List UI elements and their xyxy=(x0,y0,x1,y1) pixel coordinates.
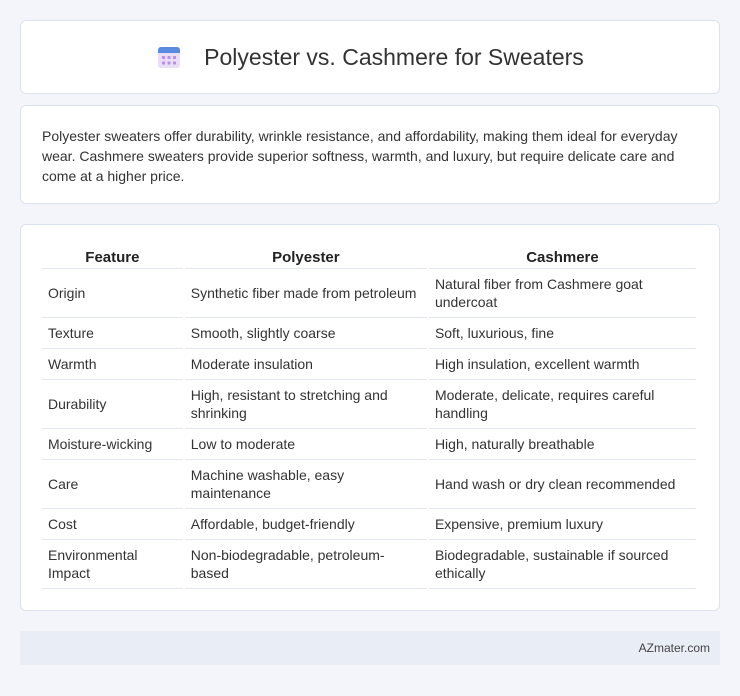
polyester-cell: Moderate insulation xyxy=(185,349,427,380)
comparison-table xyxy=(40,245,698,589)
cashmere-cell: High insulation, excellent warmth xyxy=(429,349,696,380)
calendar-icon xyxy=(156,44,182,70)
polyester-cell: High, resistant to stretching and shrinking xyxy=(185,380,427,429)
feature-cell: Texture xyxy=(42,318,183,349)
table-row xyxy=(42,318,696,349)
table-row xyxy=(42,349,696,380)
header-polyester: Polyester xyxy=(185,245,427,269)
comparison-card xyxy=(20,224,720,611)
polyester-cell: Synthetic fiber made from petroleum xyxy=(185,269,427,318)
feature-cell: Moisture-wicking xyxy=(42,429,183,460)
table-row xyxy=(42,540,696,589)
table-row xyxy=(42,460,696,509)
header-cashmere: Cashmere xyxy=(429,245,696,269)
cashmere-cell: Hand wash or dry clean recommended xyxy=(429,460,696,509)
polyester-cell: Non-biodegradable, petroleum-based xyxy=(185,540,427,589)
feature-cell: Care xyxy=(42,460,183,509)
feature-cell: Environmental Impact xyxy=(42,540,183,589)
footer-brand: AZmater.com xyxy=(638,641,710,655)
title-card xyxy=(20,20,720,94)
page-title: Polyester vs. Cashmere for Sweaters xyxy=(204,43,584,70)
feature-cell: Durability xyxy=(42,380,183,429)
table-row xyxy=(42,380,696,429)
table-row xyxy=(42,429,696,460)
header-feature: Feature xyxy=(42,245,183,269)
cashmere-cell: Soft, luxurious, fine xyxy=(429,318,696,349)
cashmere-cell: Natural fiber from Cashmere goat undercoat xyxy=(429,269,696,318)
feature-cell: Origin xyxy=(42,269,183,318)
footer xyxy=(20,631,720,665)
polyester-cell: Low to moderate xyxy=(185,429,427,460)
intro-card xyxy=(20,105,720,204)
cashmere-cell: Biodegradable, sustainable if sourced ethically xyxy=(429,540,696,589)
feature-cell: Cost xyxy=(42,509,183,540)
polyester-cell: Affordable, budget-friendly xyxy=(185,509,427,540)
intro-text: Polyester sweaters offer durability, wrinkle resistance, and affordability, making them ideal for everyday wear. Cashmere sweaters provide superior softness, warmth, and luxury, but require delicate care and come at a higher price. xyxy=(42,128,678,184)
table-row xyxy=(42,509,696,540)
table-header-row xyxy=(42,245,696,269)
cashmere-cell: Expensive, premium luxury xyxy=(429,509,696,540)
polyester-cell: Smooth, slightly coarse xyxy=(185,318,427,349)
table-row xyxy=(42,269,696,318)
feature-cell: Warmth xyxy=(42,349,183,380)
cashmere-cell: Moderate, delicate, requires careful handling xyxy=(429,380,696,429)
cashmere-cell: High, naturally breathable xyxy=(429,429,696,460)
polyester-cell: Machine washable, easy maintenance xyxy=(185,460,427,509)
